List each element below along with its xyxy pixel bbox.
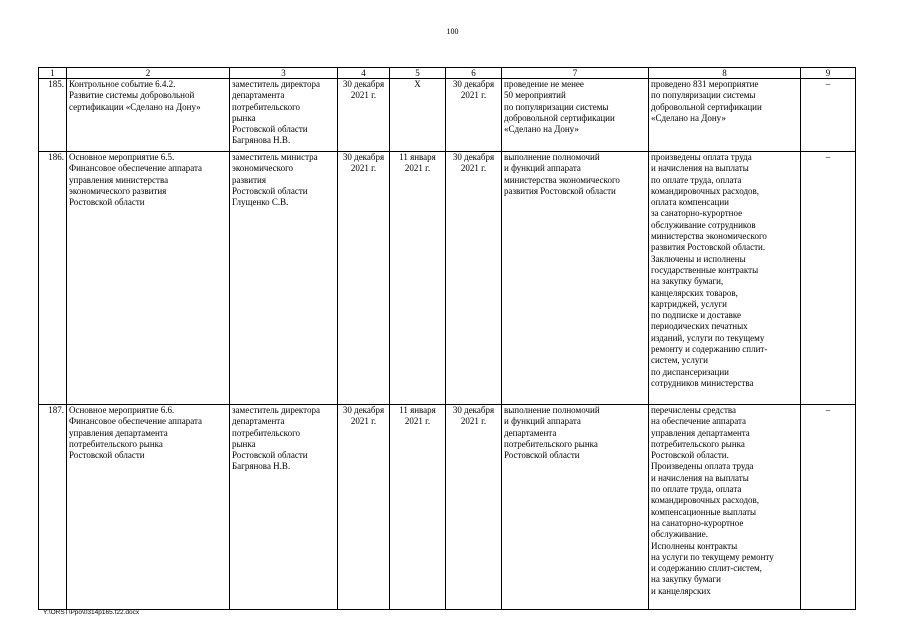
text-line: 11 января: [399, 405, 436, 415]
text-line: по оплате труда, оплата: [651, 174, 742, 185]
text-line: на закупку бумаги: [651, 574, 721, 585]
end-date-cell: [446, 405, 502, 610]
text-line: по диспансеризации: [651, 366, 729, 377]
row-number: 185.: [39, 79, 67, 152]
text-line: 30 декабря: [452, 152, 495, 162]
text-line: 11 января: [399, 152, 436, 162]
text-line: заместитель министра: [232, 152, 318, 162]
column-number: 4: [338, 68, 390, 79]
event-name-cell: [67, 79, 230, 152]
plan-start-date-cell: [338, 79, 390, 152]
text-line: добровольной сертификации: [651, 101, 762, 112]
text-line: управления министерства: [69, 174, 169, 185]
text-line: рынка: [232, 112, 256, 123]
text-line: сотрудников министерства: [651, 377, 754, 388]
text-line: командировочных расходов,: [651, 495, 760, 506]
column-number: 2: [67, 68, 230, 79]
planned-result-cell: [502, 79, 649, 152]
text-line: изданий, услуги по текущему: [651, 332, 765, 343]
text-line: Ростовской области: [69, 197, 145, 208]
text-line: на услуги по текущему ремонту: [651, 551, 774, 562]
report-table: [38, 67, 856, 610]
text-line: Контрольное событие 6.4.2.: [69, 79, 176, 89]
text-line: и начисления на выплаты: [651, 472, 749, 483]
row-number: 186.: [39, 152, 67, 405]
text-line: Основное мероприятие 6.6.: [69, 405, 175, 415]
text-line: и содержанию сплит-систем,: [651, 563, 762, 574]
text-line: 2021 г.: [460, 416, 487, 427]
text-line: за санаторно-курортное: [651, 208, 743, 219]
note-cell: –: [801, 152, 856, 405]
text-line: 2021 г.: [350, 163, 377, 174]
text-line: экономического развития: [69, 185, 167, 196]
event-name-cell: [67, 405, 230, 610]
text-line: и функций аппарата: [504, 163, 581, 174]
text-line: 30 декабря: [342, 405, 385, 415]
text-line: 2021 г.: [460, 90, 487, 101]
column-number: 9: [801, 68, 856, 79]
text-line: по популяризации системы: [504, 101, 609, 112]
text-line: и начисления на выплаты: [651, 163, 749, 174]
column-number: 1: [39, 68, 67, 79]
text-line: по подписке и доставке: [651, 310, 742, 321]
text-line: Багрянова Н.В.: [232, 135, 291, 146]
text-line: перечислены средства: [651, 405, 737, 415]
text-line: департамента: [232, 90, 285, 101]
page-number: 100: [446, 27, 459, 36]
text-line: периодических печатных: [651, 321, 748, 332]
actual-result-cell: [649, 405, 801, 610]
text-line: 30 декабря: [342, 79, 385, 89]
text-line: компенсационные выплаты: [651, 506, 757, 517]
text-line: добровольной сертификации: [504, 112, 615, 123]
text-line: департамента: [504, 427, 557, 438]
text-line: потребительского: [232, 101, 301, 112]
end-date-cell: [446, 79, 502, 152]
text-line: заместитель директора: [232, 405, 320, 415]
text-line: Финансовое обеспечение аппарата: [69, 416, 203, 427]
text-line: «Сделано на Дону»: [651, 112, 726, 123]
text-line: управления департамента: [651, 427, 750, 438]
text-line: командировочных расходов,: [651, 185, 760, 196]
text-line: министерства экономического: [651, 231, 767, 242]
actual-result-cell: [649, 79, 801, 152]
text-line: потребительского рынка: [651, 438, 745, 449]
text-line: потребительского: [232, 427, 301, 438]
text-line: проведение не менее: [504, 79, 584, 89]
event-name-cell: [67, 152, 230, 405]
text-line: обслуживание.: [651, 529, 708, 540]
file-path-footer: Y:\ORST\Ppo\0314p165.f22.docx: [43, 609, 140, 616]
actual-start-date-cell: [390, 79, 446, 152]
text-line: 2021 г.: [404, 163, 431, 174]
text-line: на санаторно-курортное: [651, 517, 744, 528]
text-line: Ростовской области: [232, 124, 308, 135]
text-line: Ростовской области: [232, 450, 308, 461]
text-line: 2021 г.: [404, 416, 431, 427]
column-number: 6: [446, 68, 502, 79]
text-line: развития: [232, 174, 267, 185]
text-line: оплата компенсации: [651, 197, 729, 208]
text-line: произведены оплата труда: [651, 152, 752, 162]
text-line: департамента: [232, 416, 285, 427]
text-line: Основное мероприятие 6.5.: [69, 152, 175, 162]
text-line: развития Ростовской области.: [651, 242, 766, 253]
text-line: ремонту и содержанию сплит-: [651, 344, 768, 355]
text-line: развития Ростовской области: [504, 185, 616, 196]
text-line: 30 декабря: [342, 152, 385, 162]
text-line: министерства экономического: [504, 174, 620, 185]
planned-result-cell: [502, 152, 649, 405]
text-line: рынка: [232, 438, 256, 449]
text-line: по оплате труда, оплата: [651, 484, 742, 495]
text-line: Глущенко С.В.: [232, 197, 289, 208]
text-line: канцелярских товаров,: [651, 287, 738, 298]
text-line: обслуживание сотрудников: [651, 219, 756, 230]
text-line: потребительского рынка: [69, 438, 163, 449]
text-line: Ростовской области: [504, 450, 580, 461]
note-cell: –: [801, 405, 856, 610]
text-line: государственные контракты: [651, 264, 759, 275]
actual-result-cell: [649, 152, 801, 405]
table-row: [39, 79, 856, 152]
text-line: и канцелярских: [651, 585, 711, 596]
text-line: картриджей, услуги: [651, 298, 727, 309]
plan-start-date-cell: [338, 152, 390, 405]
text-line: проведено 831 мероприятие: [651, 79, 759, 89]
text-line: выполнение полномочий: [504, 152, 600, 162]
text-line: 30 декабря: [452, 405, 495, 415]
plan-start-date-cell: [338, 405, 390, 610]
text-line: Произведены оплата труда: [651, 461, 754, 472]
column-number: 7: [502, 68, 649, 79]
planned-result-cell: [502, 405, 649, 610]
text-line: заместитель директора: [232, 79, 320, 89]
text-line: 50 мероприятий: [504, 90, 566, 101]
text-line: Ростовской области: [232, 185, 308, 196]
responsible-cell: [230, 152, 338, 405]
actual-start-date-cell: [390, 152, 446, 405]
text-line: управления департамента: [69, 427, 168, 438]
text-line: Ростовской области: [69, 450, 145, 461]
text-line: потребительского рынка: [504, 438, 598, 449]
text-line: 2021 г.: [350, 90, 377, 101]
column-number: 8: [649, 68, 801, 79]
text-line: на обеспечение аппарата: [651, 416, 747, 427]
table-row: [39, 152, 856, 405]
responsible-cell: [230, 79, 338, 152]
text-line: Заключены и исполнены: [651, 253, 746, 264]
text-line: выполнение полномочий: [504, 405, 600, 415]
end-date-cell: [446, 152, 502, 405]
text-line: Развитие системы добровольной: [69, 90, 195, 101]
text-line: сертификации «Сделано на Дону»: [69, 101, 201, 112]
text-line: экономического: [232, 163, 294, 174]
text-line: Багрянова Н.В.: [232, 461, 291, 472]
actual-start-date-cell: [390, 405, 446, 610]
text-line: 2021 г.: [460, 163, 487, 174]
text-line: Ростовской области.: [651, 450, 729, 461]
column-number-row: [39, 68, 856, 79]
text-line: на закупку бумаги,: [651, 276, 724, 287]
text-line: 2021 г.: [350, 416, 377, 427]
text-line: по популяризации системы: [651, 90, 756, 101]
text-line: 30 декабря: [452, 79, 495, 89]
text-line: и функций аппарата: [504, 416, 581, 427]
text-line: Финансовое обеспечение аппарата: [69, 163, 203, 174]
text-line: систем, услуги: [651, 355, 708, 366]
column-number: 5: [390, 68, 446, 79]
note-cell: –: [801, 79, 856, 152]
table-row: [39, 405, 856, 610]
text-line: Х: [414, 79, 421, 89]
text-line: «Сделано на Дону»: [504, 124, 579, 135]
row-number: 187.: [39, 405, 67, 610]
responsible-cell: [230, 405, 338, 610]
column-number: 3: [230, 68, 338, 79]
text-line: Исполнены контракты: [651, 540, 738, 551]
